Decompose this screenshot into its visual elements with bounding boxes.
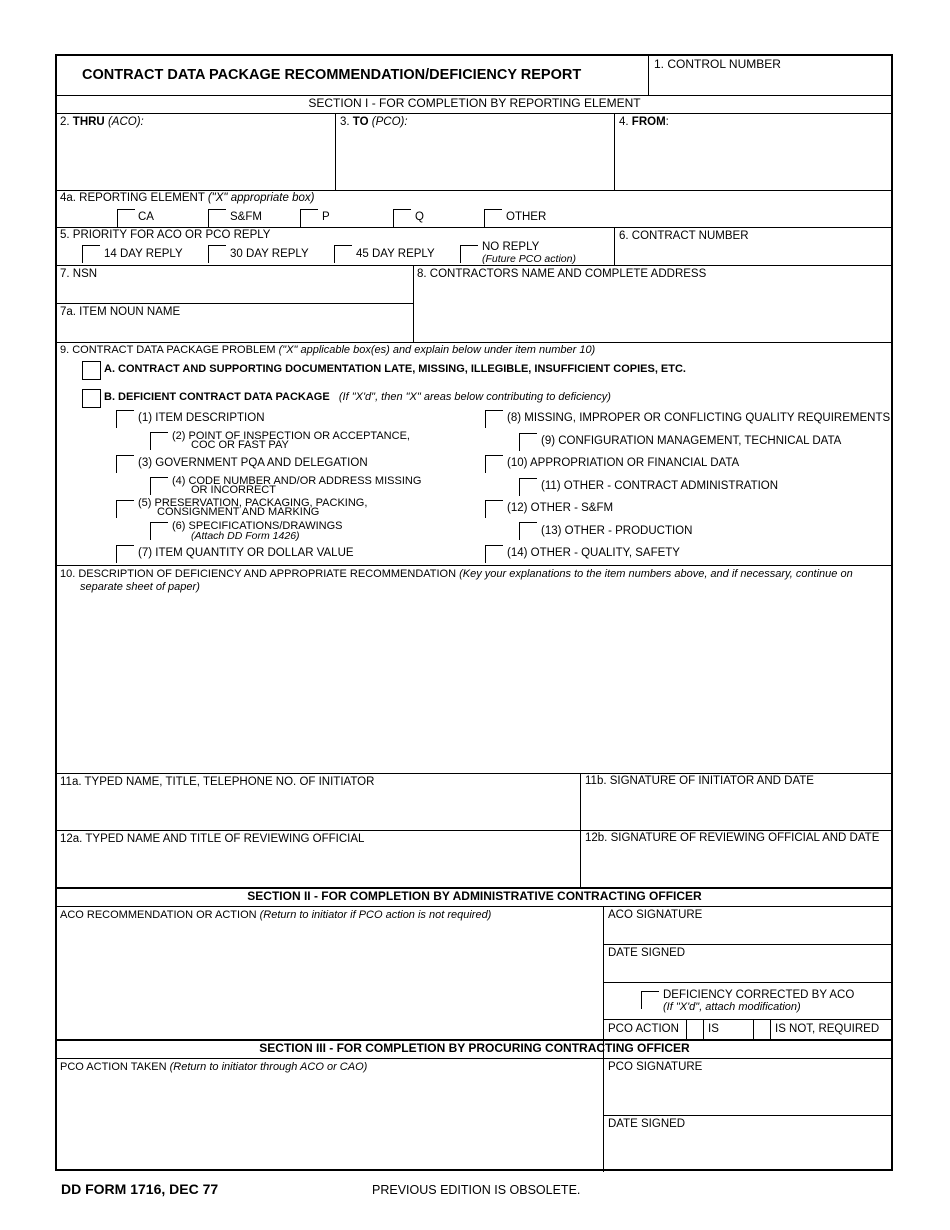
initiator-name-field[interactable]: 11a. TYPED NAME, TITLE, TELEPHONE NO. OF INITIATOR <box>60 776 375 788</box>
divider <box>603 944 893 945</box>
from-field[interactable]: 4. FROM: <box>619 116 669 128</box>
divider <box>56 303 413 304</box>
item-1-label: (1) ITEM DESCRIPTION <box>138 412 265 424</box>
item-12-checkbox[interactable] <box>485 500 503 518</box>
divider <box>603 1019 893 1020</box>
problem-a-label: A. CONTRACT AND SUPPORTING DOCUMENTATION LATE, MISSING, ILLEGIBLE, INSUFFICIENT COPIES, ETC. <box>104 363 686 375</box>
item-7-label: (7) ITEM QUANTITY OR DOLLAR VALUE <box>138 547 354 559</box>
no-reply-checkbox[interactable] <box>460 245 478 263</box>
item-3-checkbox[interactable] <box>116 455 134 473</box>
divider <box>603 1115 893 1116</box>
pco-date-signed-field[interactable]: DATE SIGNED <box>608 1118 686 1130</box>
nsn-field[interactable]: 7. NSN <box>60 268 98 280</box>
item-8-checkbox[interactable] <box>485 410 503 428</box>
item-10-checkbox[interactable] <box>485 455 503 473</box>
section-1-heading: SECTION I - FOR COMPLETION BY REPORTING ELEMENT <box>308 96 641 110</box>
other-label: OTHER <box>506 211 547 223</box>
section-3-heading: SECTION III - FOR COMPLETION BY PROCURING CONTRACTING OFFICER <box>259 1041 690 1055</box>
item-10-label: (10) APPROPRIATION OR FINANCIAL DATA <box>507 457 740 469</box>
30-day-checkbox[interactable] <box>208 245 226 263</box>
problem-b-label: B. DEFICIENT CONTRACT DATA PACKAGE (If "X'd", then "X" areas below contributing to deficiency) <box>104 391 611 403</box>
45-day-checkbox[interactable] <box>334 245 352 263</box>
item-6-checkbox[interactable] <box>150 522 168 540</box>
form-number: DD FORM 1716, DEC 77 <box>61 1181 219 1197</box>
aco-date-signed-field[interactable]: DATE SIGNED <box>608 947 686 959</box>
item-13-label: (13) OTHER - PRODUCTION <box>541 525 693 537</box>
item-6-label: (6) SPECIFICATIONS/DRAWINGS (Attach DD Form 1426) <box>172 520 343 542</box>
item-5-checkbox[interactable] <box>116 500 134 518</box>
reporting-element-label: 4a. REPORTING ELEMENT ("X" appropriate box) <box>60 192 315 204</box>
no-reply-note: (Future PCO action) <box>482 253 576 265</box>
pco-action-label: PCO ACTION <box>608 1023 679 1035</box>
deficiency-corrected-note: (If "X'd", attach modification) <box>663 1001 801 1013</box>
problem-a-checkbox[interactable] <box>82 361 101 380</box>
priority-label: 5. PRIORITY FOR ACO OR PCO REPLY <box>60 229 271 241</box>
sfm-checkbox[interactable] <box>208 209 226 227</box>
14-day-label: 14 DAY REPLY <box>104 248 183 260</box>
other-checkbox[interactable] <box>484 209 502 227</box>
deficiency-corrected-checkbox[interactable] <box>641 991 659 1009</box>
divider <box>56 830 893 831</box>
divider <box>56 113 893 114</box>
item-12-label: (12) OTHER - S&FM <box>507 502 614 514</box>
item-1-checkbox[interactable] <box>116 410 134 428</box>
divider <box>648 55 649 95</box>
reviewer-signature-field[interactable]: 12b. SIGNATURE OF REVIEWING OFFICIAL AND DATE <box>585 832 880 844</box>
ca-label: CA <box>138 211 154 223</box>
divider <box>335 113 336 190</box>
item-9-label: (9) CONFIGURATION MANAGEMENT, TECHNICAL DATA <box>541 435 842 447</box>
pco-action-taken-field[interactable]: PCO ACTION TAKEN (Return to initiator through ACO or CAO) <box>60 1061 368 1073</box>
divider <box>614 227 615 266</box>
divider <box>603 982 893 983</box>
problem-label: 9. CONTRACT DATA PACKAGE PROBLEM ("X" applicable box(es) and explain below under item number 10) <box>60 344 596 356</box>
item-13-checkbox[interactable] <box>519 522 537 540</box>
description-field[interactable] <box>57 597 891 771</box>
aco-signature-field[interactable]: ACO SIGNATURE <box>608 909 703 921</box>
divider <box>413 265 414 342</box>
divider <box>56 773 893 774</box>
is-checkbox[interactable] <box>686 1020 704 1039</box>
45-day-label: 45 DAY REPLY <box>356 248 435 260</box>
item-4-checkbox[interactable] <box>150 477 168 495</box>
divider <box>614 113 615 190</box>
item-11-label: (11) OTHER - CONTRACT ADMINISTRATION <box>541 480 779 492</box>
divider <box>56 190 893 191</box>
item-14-checkbox[interactable] <box>485 545 503 563</box>
contractor-field[interactable]: 8. CONTRACTORS NAME AND COMPLETE ADDRESS <box>417 268 707 280</box>
section-2-heading: SECTION II - FOR COMPLETION BY ADMINISTRATIVE CONTRACTING OFFICER <box>247 889 702 903</box>
item-2-checkbox[interactable] <box>150 432 168 450</box>
aco-recommendation-field[interactable]: ACO RECOMMENDATION OR ACTION (Return to initiator if PCO action is not required) <box>60 909 492 921</box>
description-label: 10. DESCRIPTION OF DEFICIENCY AND APPROPRIATE RECOMMENDATION (Key your explanations to the item numbers above, and if necessary, continue on <box>60 568 853 580</box>
description-note: separate sheet of paper) <box>80 581 200 593</box>
form-title: CONTRACT DATA PACKAGE RECOMMENDATION/DEFICIENCY REPORT <box>82 67 582 83</box>
q-checkbox[interactable] <box>393 209 411 227</box>
item-4-label: (4) CODE NUMBER AND/OR ADDRESS MISSING OR INCORRECT <box>172 475 422 496</box>
sfm-label: S&FM <box>230 211 262 223</box>
divider <box>56 906 893 907</box>
q-label: Q <box>415 211 424 223</box>
item-2-label: (2) POINT OF INSPECTION OR ACCEPTANCE, COC OR FAST PAY <box>172 430 410 451</box>
problem-b-checkbox[interactable] <box>82 389 101 408</box>
p-checkbox[interactable] <box>300 209 318 227</box>
item-7-checkbox[interactable] <box>116 545 134 563</box>
item-5-label: (5) PRESERVATION, PACKAGING, PACKING, CONSIGNMENT AND MARKING <box>138 497 368 518</box>
to-field[interactable]: 3. TO (PCO): <box>340 116 408 128</box>
p-label: P <box>322 211 330 223</box>
divider <box>56 1058 893 1059</box>
reviewer-name-field[interactable]: 12a. TYPED NAME AND TITLE OF REVIEWING OFFICIAL <box>60 833 365 845</box>
pco-signature-field[interactable]: PCO SIGNATURE <box>608 1061 703 1073</box>
divider <box>56 265 893 266</box>
item-11-checkbox[interactable] <box>519 478 537 496</box>
item-14-label: (14) OTHER - QUALITY, SAFETY <box>507 547 680 559</box>
item-noun-field[interactable]: 7a. ITEM NOUN NAME <box>60 306 181 318</box>
initiator-signature-field[interactable]: 11b. SIGNATURE OF INITIATOR AND DATE <box>585 775 814 787</box>
item-3-label: (3) GOVERNMENT PQA AND DELEGATION <box>138 457 368 469</box>
control-number-field[interactable]: 1. CONTROL NUMBER <box>654 57 781 71</box>
14-day-checkbox[interactable] <box>82 245 100 263</box>
item-9-checkbox[interactable] <box>519 433 537 451</box>
no-reply-label: NO REPLY <box>482 241 540 253</box>
is-not-checkbox[interactable] <box>753 1020 771 1039</box>
item-8-label: (8) MISSING, IMPROPER OR CONFLICTING QUALITY REQUIREMENTS <box>507 412 891 424</box>
ca-checkbox[interactable] <box>117 209 135 227</box>
contract-number-field[interactable]: 6. CONTRACT NUMBER <box>619 230 749 242</box>
divider <box>56 342 893 343</box>
is-not-label: IS NOT, REQUIRED <box>775 1023 880 1035</box>
obsolete-notice: PREVIOUS EDITION IS OBSOLETE. <box>372 1183 581 1197</box>
thru-field[interactable]: 2. THRU (ACO): <box>60 116 144 128</box>
is-label: IS <box>708 1023 719 1035</box>
divider <box>56 565 893 566</box>
divider <box>56 227 893 228</box>
deficiency-corrected-label: DEFICIENCY CORRECTED BY ACO <box>663 989 855 1001</box>
30-day-label: 30 DAY REPLY <box>230 248 309 260</box>
